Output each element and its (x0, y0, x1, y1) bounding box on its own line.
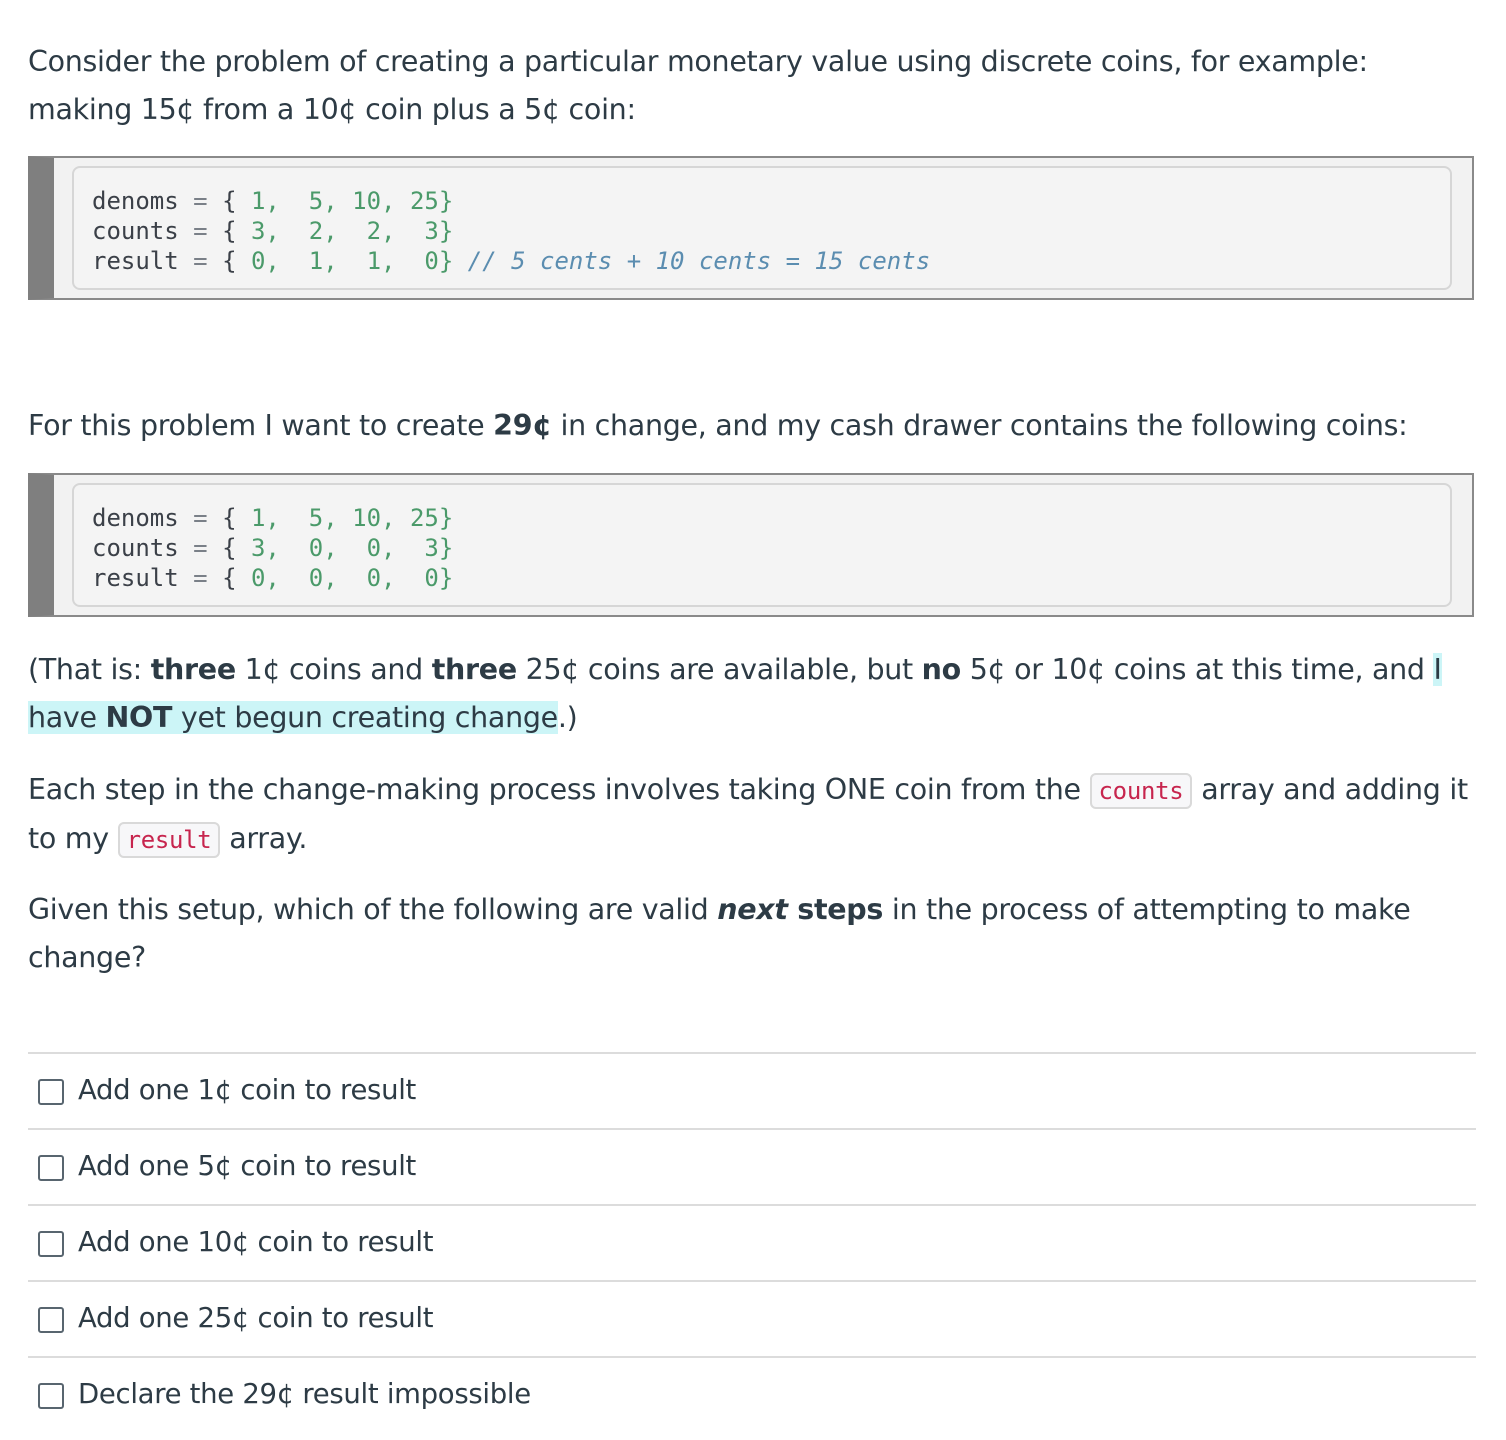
code-brace: { (222, 217, 237, 245)
code-var: denoms (92, 504, 179, 532)
question-paragraph (28, 886, 1476, 982)
clarification-paragraph (28, 646, 1476, 742)
code-value: 0, (250, 564, 280, 592)
code-op: = (193, 187, 208, 215)
checkbox[interactable] (38, 1155, 64, 1181)
option-label[interactable]: Add one 25¢ coin to result (78, 1302, 434, 1334)
problem-text: For this problem I want to create (28, 409, 494, 442)
option-label[interactable]: Add one 5¢ coin to result (78, 1150, 417, 1182)
checkbox[interactable] (38, 1307, 64, 1333)
code-value: 0, (308, 564, 338, 592)
answer-options (28, 1052, 1476, 1432)
code-value: 0, (250, 247, 280, 275)
code-line (92, 187, 453, 215)
code-value: 3} (424, 534, 454, 562)
answer-option[interactable] (28, 1280, 1476, 1356)
code-value: 0} (424, 247, 454, 275)
drawer-code-lines (92, 503, 453, 593)
example-code-block (28, 156, 1474, 300)
code-value: 5, (308, 504, 338, 532)
highlighted-text: yet begun creating change (172, 701, 558, 734)
code-value: 0, (366, 564, 396, 592)
result-code: result (118, 822, 221, 858)
problem-amount: 29¢ (493, 409, 552, 442)
code-line (92, 217, 453, 245)
step-text: array. (220, 822, 308, 855)
answer-option[interactable] (28, 1356, 1476, 1432)
code-value: 1, (250, 187, 280, 215)
code-value: 3, (250, 534, 280, 562)
code-value: 2, (308, 217, 338, 245)
problem-text-end: in change, and my cash drawer contains the following coins: (551, 409, 1408, 442)
code-brace: { (222, 534, 237, 562)
intro-text: Consider the problem of creating a particular monetary value using discrete coins, for example: making 15¢ from a 10¢ coin plus a 5¢ coin: (28, 45, 1368, 126)
clarification-bold: three (150, 653, 236, 686)
code-op: = (193, 564, 208, 592)
clarification-text: 1¢ coins and (235, 653, 432, 686)
clarification-text: .) (557, 701, 578, 734)
code-op: = (193, 247, 208, 275)
question-text: in the process of attempting to make change? (28, 893, 1411, 974)
checkbox[interactable] (38, 1383, 64, 1409)
code-op: = (193, 504, 208, 532)
code-value: 5, (308, 187, 338, 215)
code-brace: { (222, 504, 237, 532)
code-value: 1, (308, 247, 338, 275)
code-value: 3, (250, 217, 280, 245)
highlighted-bold: NOT (105, 701, 173, 734)
answer-option[interactable] (28, 1052, 1476, 1128)
code-var: result (92, 247, 179, 275)
code-var: counts (92, 534, 179, 562)
code-var: counts (92, 217, 179, 245)
code-line (92, 247, 930, 275)
clarification-text: 5¢ or 10¢ coins at this time, and (960, 653, 1434, 686)
drawer-code-inner (72, 483, 1452, 607)
code-brace: { (222, 187, 237, 215)
highlighted-text: I have (28, 653, 1442, 734)
code-brace: { (222, 247, 237, 275)
code-value: 0, (366, 534, 396, 562)
example-code-lines (92, 186, 930, 276)
example-code-inner (72, 166, 1452, 290)
clarification-text: (That is: (28, 653, 151, 686)
checkbox[interactable] (38, 1079, 64, 1105)
step-text: Each step in the change-making process involves taking ONE coin from the (28, 773, 1090, 806)
clarification-bold: three (431, 653, 517, 686)
clarification-bold: no (921, 653, 961, 686)
intro-paragraph (28, 38, 1476, 134)
code-value: 1, (250, 504, 280, 532)
code-var: denoms (92, 187, 179, 215)
question-emphasis: next (717, 893, 788, 926)
step-paragraph (28, 766, 1476, 864)
code-brace: { (222, 564, 237, 592)
code-line (92, 534, 453, 562)
step-text: array and adding it to my (28, 773, 1468, 855)
code-op: = (193, 217, 208, 245)
answer-option[interactable] (28, 1204, 1476, 1280)
code-line (92, 504, 453, 532)
option-label[interactable]: Declare the 29¢ result impossible (78, 1378, 531, 1410)
code-comment: // 5 cents + 10 cents = 15 cents (467, 247, 931, 275)
question-bold: steps (787, 893, 884, 926)
answer-option[interactable] (28, 1128, 1476, 1204)
code-value: 25} (409, 504, 454, 532)
code-value: 0, (308, 534, 338, 562)
code-line (92, 564, 453, 592)
code-value: 10, (352, 504, 396, 532)
code-value: 3} (424, 217, 454, 245)
code-var: result (92, 564, 179, 592)
code-value: 2, (366, 217, 396, 245)
code-value: 25} (409, 187, 454, 215)
option-label[interactable]: Add one 10¢ coin to result (78, 1226, 434, 1258)
clarification-text: 25¢ coins are available, but (516, 653, 922, 686)
question-text: Given this setup, which of the following are valid (28, 893, 718, 926)
checkbox[interactable] (38, 1231, 64, 1257)
code-op: = (193, 534, 208, 562)
code-value: 10, (352, 187, 396, 215)
code-value: 0} (424, 564, 454, 592)
drawer-code-block (28, 473, 1474, 617)
problem-paragraph (28, 402, 1476, 450)
code-value: 1, (366, 247, 396, 275)
option-label[interactable]: Add one 1¢ coin to result (78, 1074, 417, 1106)
counts-code: counts (1090, 773, 1193, 809)
